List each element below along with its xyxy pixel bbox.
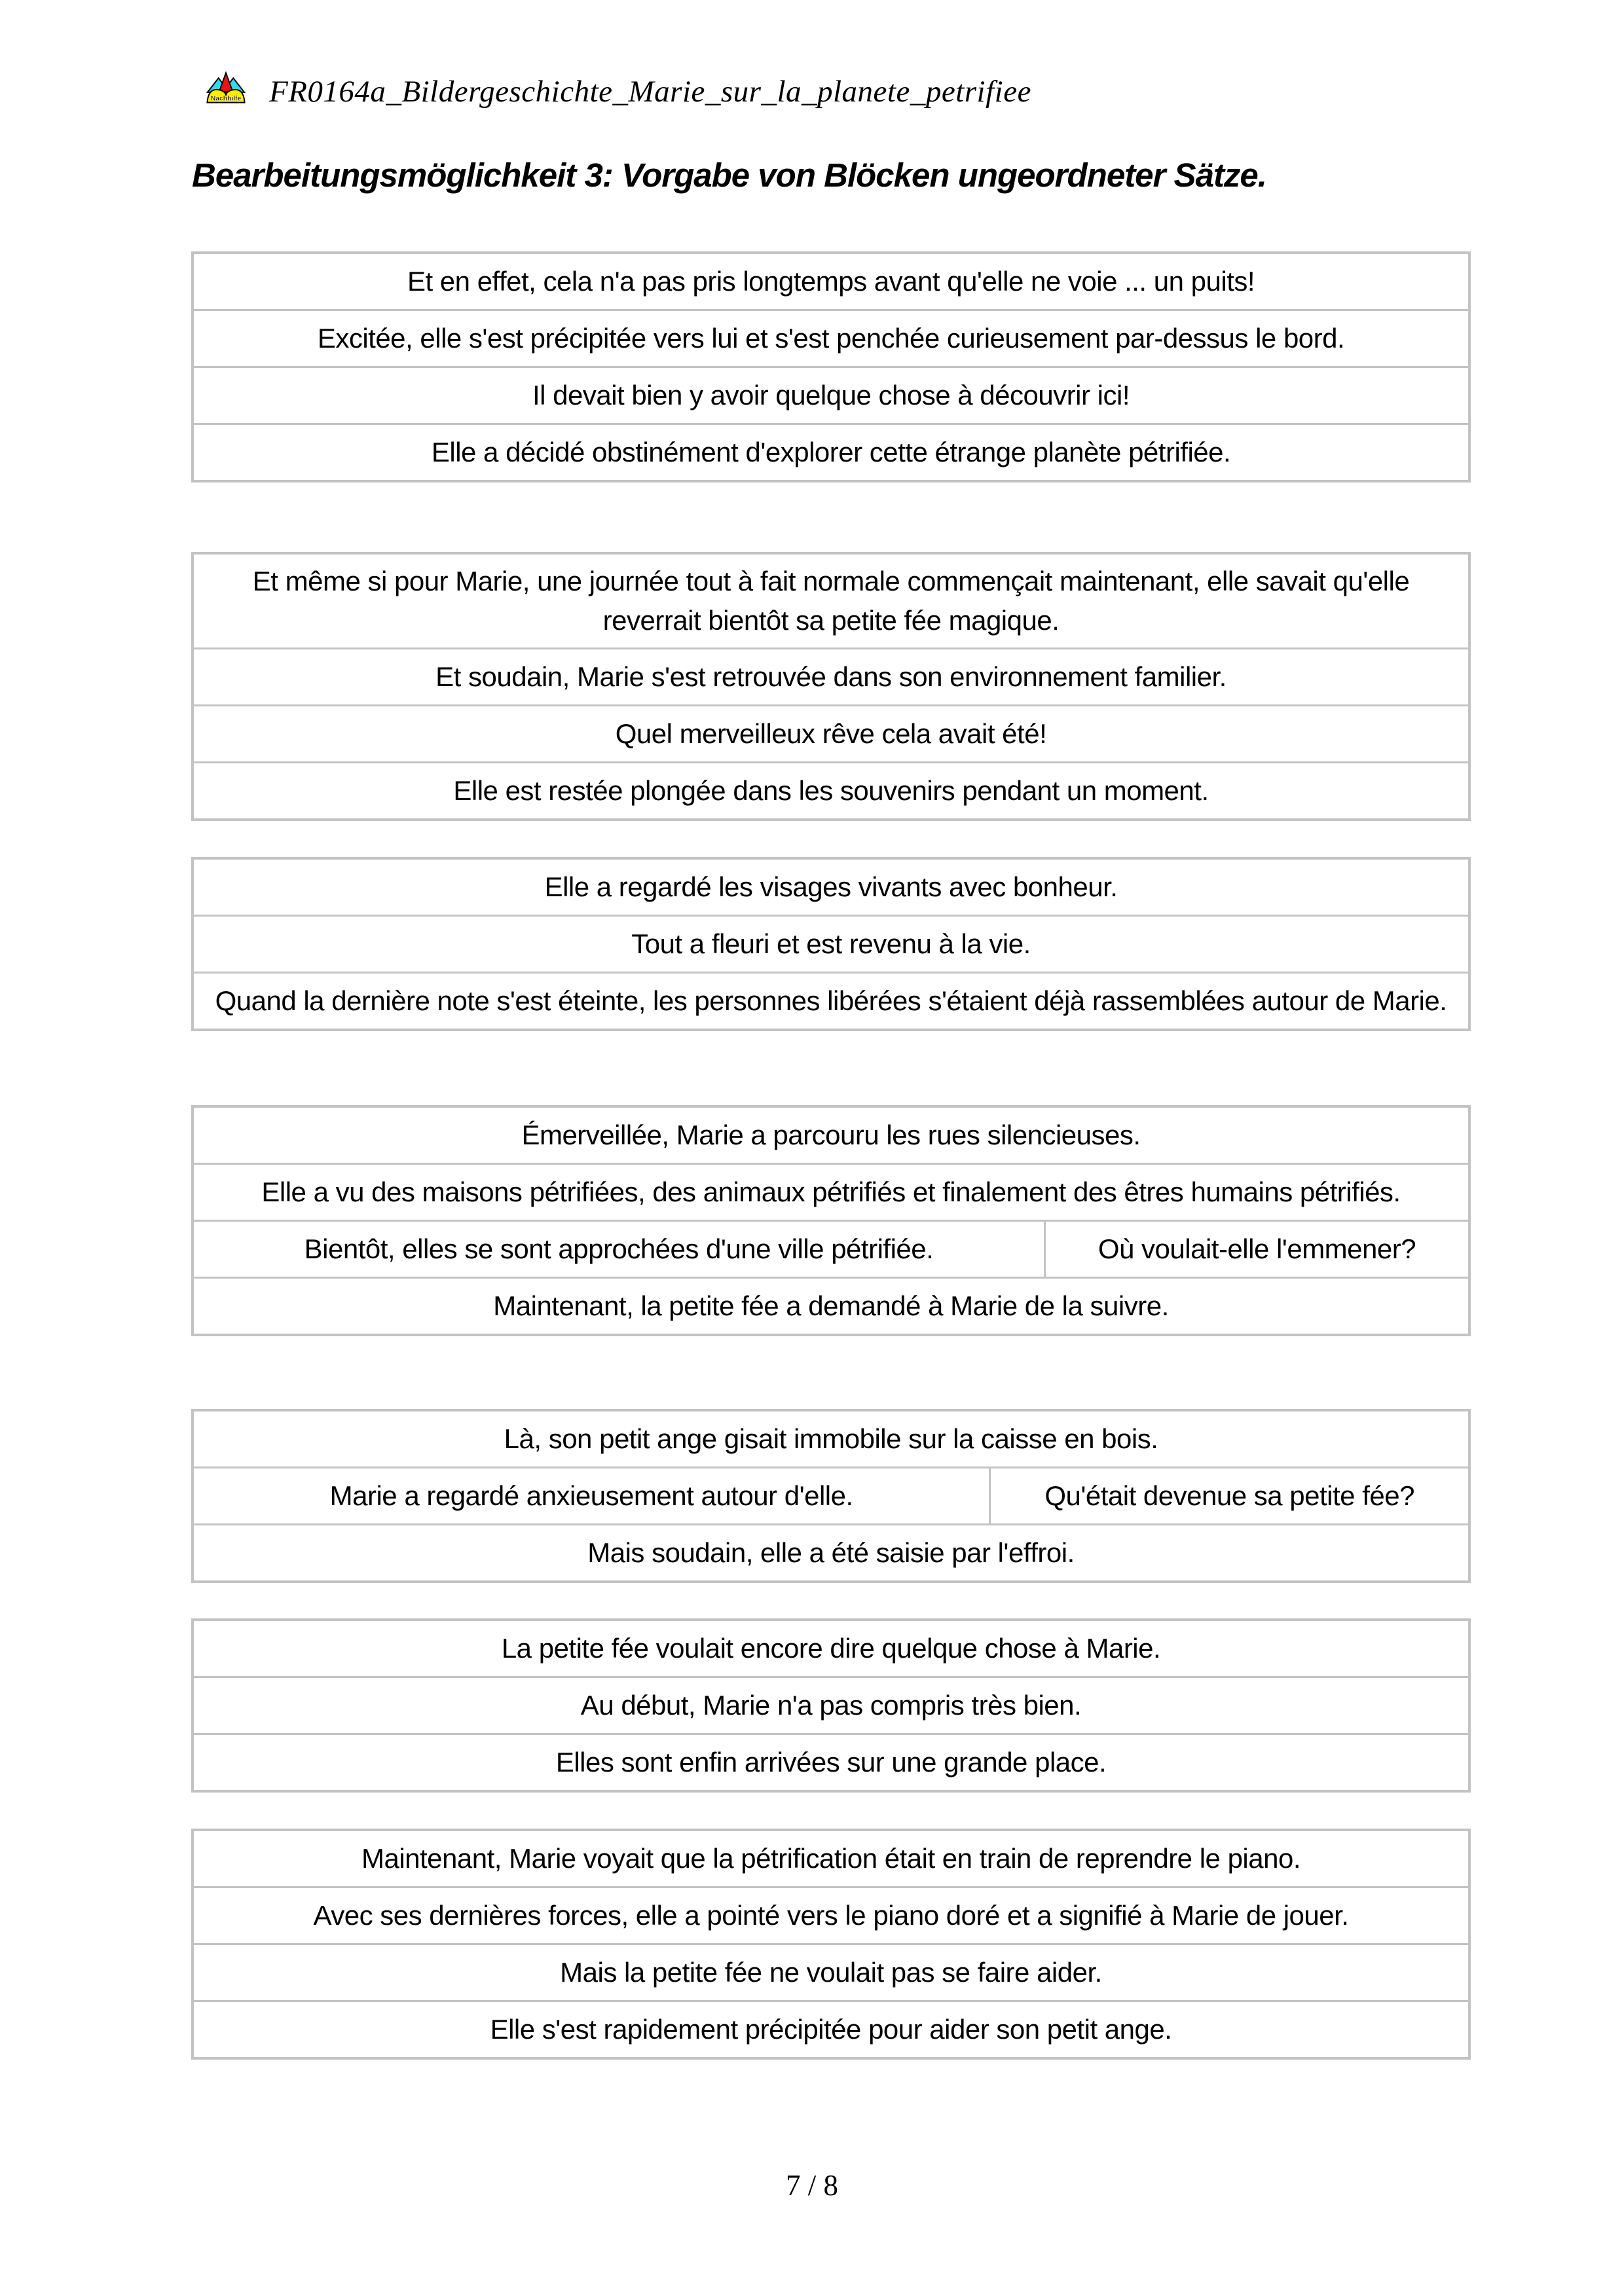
sentence-cell: Elle a regardé les visages vivants avec bonheur. <box>544 871 1118 902</box>
sentence-cell: Excitée, elle s'est précipitée vers lui et s'est penchée curieusement par-dessus le bord. <box>317 323 1345 354</box>
sentence-block-2 <box>191 552 1471 821</box>
nachhilfe-logo-icon <box>205 71 247 105</box>
sentence-row <box>194 972 1468 1029</box>
sentence-cell: Mais soudain, elle a été saisie par l'effroi. <box>587 1537 1075 1568</box>
sentence-block-5 <box>191 1409 1471 1583</box>
sentence-cell: Il devait bien y avoir quelque chose à découvrir ici! <box>532 380 1130 410</box>
sentence-row <box>194 309 1468 366</box>
sentence-cell: Elle s'est rapidement précipitée pour aider son petit ange. <box>490 2014 1172 2045</box>
sentence-row <box>194 761 1468 818</box>
sentence-cell: Là, son petit ange gisait immobile sur la caisse en bois. <box>504 1423 1158 1454</box>
logo-text: Nachhilfe <box>210 95 242 103</box>
sentence-row <box>194 423 1468 480</box>
sentence-row <box>194 647 1468 704</box>
sentence-cell: Quel merveilleux rêve cela avait été! <box>615 718 1047 749</box>
sentence-cell: Maintenant, Marie voyait que la pétrification était en train de reprendre le piano. <box>361 1843 1301 1874</box>
page-header <box>205 71 1031 109</box>
sentence-cell: Elle a décidé obstinément d'explorer cette étrange planète pétrifiée. <box>431 437 1231 467</box>
sentence-row <box>194 254 1468 309</box>
sentence-row <box>194 1886 1468 1943</box>
sentence-row <box>194 915 1468 972</box>
sentence-row <box>194 1676 1468 1733</box>
page-number: 7 / 8 <box>785 2169 838 2202</box>
sentence-cell: Elle est restée plongée dans les souvenirs pendant un moment. <box>453 775 1209 806</box>
sentence-row <box>194 1831 1468 1886</box>
sentence-cell: Au début, Marie n'a pas compris très bien. <box>580 1690 1082 1721</box>
sentence-cell: Bientôt, elles se sont approchées d'une ville pétrifiée. <box>304 1233 934 1264</box>
sentence-cell: Et soudain, Marie s'est retrouvée dans son environnement familier. <box>435 661 1227 692</box>
sentence-row <box>194 1277 1468 1334</box>
document-filename: FR0164a_Bildergeschichte_Marie_sur_la_planete_petrifiee <box>269 75 1031 109</box>
sentence-row <box>194 1943 1468 2000</box>
sentence-cell: Qu'était devenue sa petite fée? <box>989 1468 1468 1523</box>
sentence-row <box>194 1621 1468 1676</box>
sentence-row <box>194 1733 1468 1790</box>
sentence-row <box>194 1412 1468 1467</box>
sentence-cell: Elles sont enfin arrivées sur une grande place. <box>555 1747 1107 1777</box>
sentence-cell: Mais la petite fée ne voulait pas se faire aider. <box>560 1957 1102 1988</box>
sentence-block-7 <box>191 1829 1471 2060</box>
sentence-cell: Maintenant, la petite fée a demandé à Marie de la suivre. <box>493 1290 1169 1321</box>
sentence-row <box>194 1220 1468 1277</box>
page-title: Bearbeitungsmöglichkeit 3: Vorgabe von Blöcken ungeordneter Sätze. <box>192 156 1266 194</box>
sentence-cell: Où voulait-elle l'emmener? <box>1044 1222 1468 1277</box>
sentence-row <box>194 2000 1468 2057</box>
sentence-row <box>194 704 1468 761</box>
sentence-cell: Et même si pour Marie, une journée tout à fait normale commençait maintenant, elle savait qu'elle reverrait bientôt sa petite fée magique. <box>252 566 1410 636</box>
sentence-cell: Quand la dernière note s'est éteinte, les personnes libérées s'étaient déjà rassemblées autour de Marie. <box>215 985 1447 1016</box>
sentence-cell: Tout a fleuri et est revenu à la vie. <box>631 928 1031 959</box>
sentence-cell: La petite fée voulait encore dire quelque chose à Marie. <box>501 1633 1161 1664</box>
sentence-row <box>194 1163 1468 1220</box>
sentence-cell: Marie a regardé anxieusement autour d'elle. <box>329 1480 853 1511</box>
sentence-cell: Émerveillée, Marie a parcouru les rues silencieuses. <box>521 1120 1141 1150</box>
sentence-row <box>194 1108 1468 1163</box>
sentence-row <box>194 860 1468 915</box>
sentence-block-1 <box>191 251 1471 483</box>
sentence-row <box>194 366 1468 423</box>
sentence-block-4 <box>191 1105 1471 1336</box>
sentence-cell: Et en effet, cela n'a pas pris longtemps avant qu'elle ne voie ... un puits! <box>407 266 1255 297</box>
sentence-row <box>194 1523 1468 1580</box>
sentence-block-6 <box>191 1618 1471 1793</box>
sentence-cell: Avec ses dernières forces, elle a pointé vers le piano doré et a signifié à Marie de jouer. <box>313 1900 1349 1931</box>
sentence-cell: Elle a vu des maisons pétrifiées, des animaux pétrifiés et finalement des êtres humains pétrifiés. <box>261 1176 1401 1207</box>
sentence-row <box>194 1467 1468 1523</box>
sentence-row <box>194 555 1468 647</box>
sentence-block-3 <box>191 857 1471 1031</box>
